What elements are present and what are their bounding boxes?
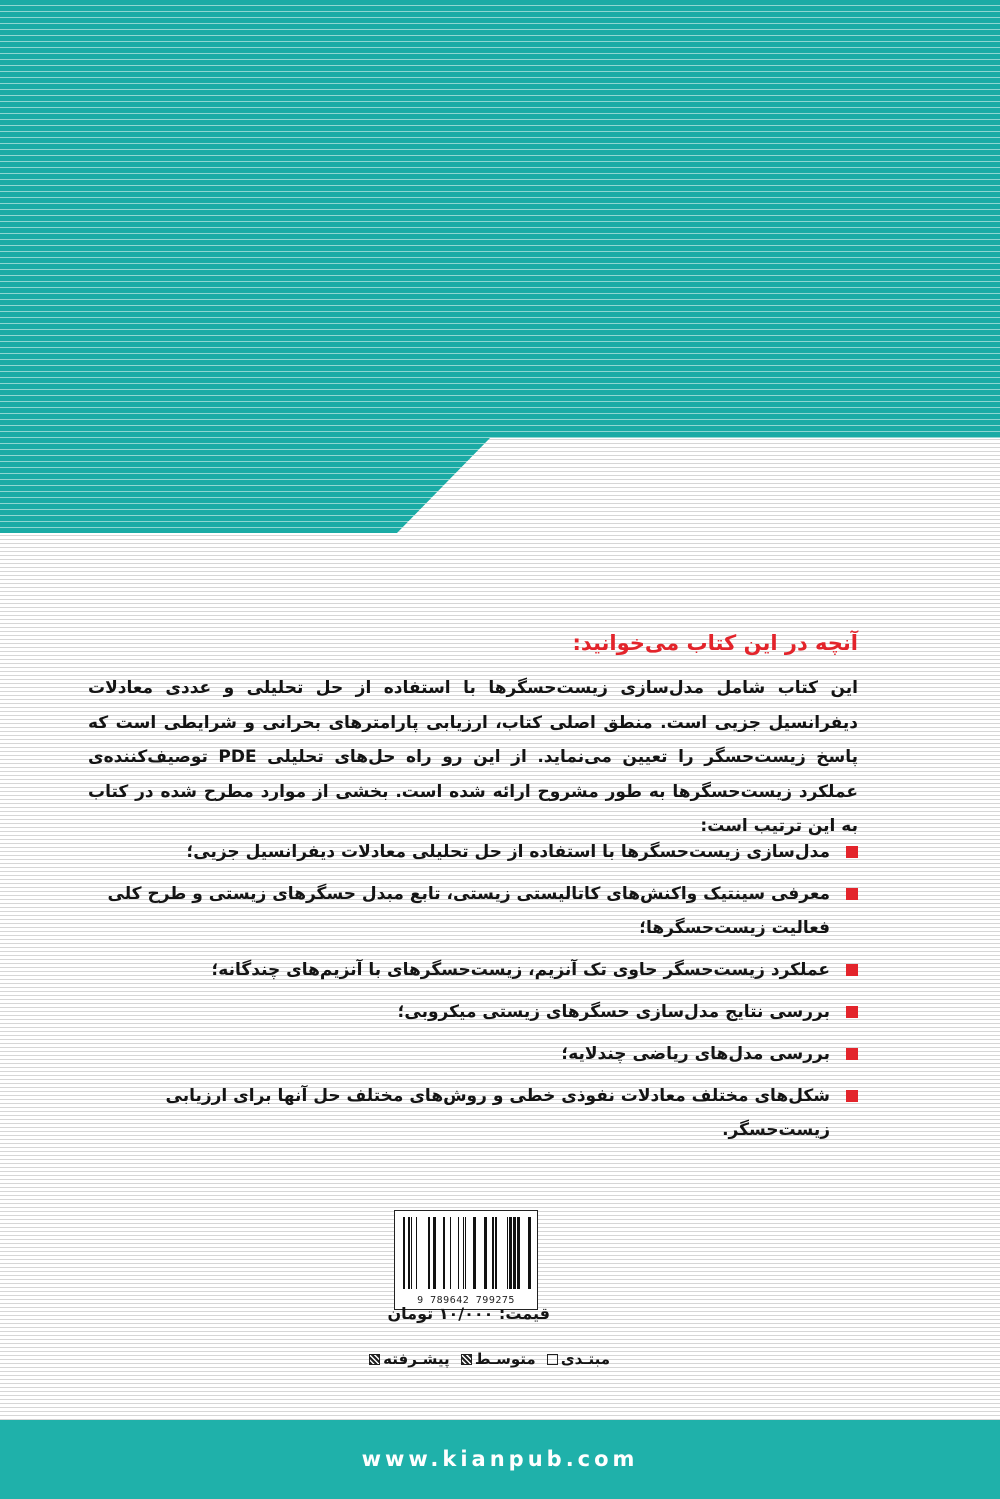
price-label: قیمت: ۱۰/۰۰۰ تومان [387, 1304, 550, 1323]
red-square-bullet-icon [846, 964, 858, 976]
barcode-bar [513, 1217, 516, 1289]
list-item-text: معرفی سینتیک واکنش‌های کاتالیستی زیستی، تابع مبدل حسگرهای زیستی و طرح کلی فعالیت زیست‌حسگرها؛ [107, 884, 830, 938]
list-item-text: مدل‌سازی زیست‌حسگرها با استفاده از حل تحلیلی معادلات دیفرانسیل جزیی؛ [186, 842, 830, 862]
level-advanced [369, 1345, 450, 1373]
list-item [88, 1079, 858, 1147]
topics-list [88, 835, 858, 1155]
level-intermediate [461, 1345, 536, 1373]
isbn-barcode [394, 1210, 538, 1310]
barcode-bar [507, 1217, 508, 1289]
barcode-bar [484, 1217, 487, 1289]
list-item-text: بررسی مدل‌های ریاضی چندلایه؛ [561, 1044, 830, 1064]
barcode-bar [509, 1217, 512, 1289]
barcode-bar [428, 1217, 430, 1289]
list-item [88, 877, 858, 945]
list-item-text: عملکرد زیست‌حسگر حاوی تک آنزیم، زیست‌حسگرهای با آنزیم‌های چندگانه؛ [211, 960, 830, 980]
section-heading: آنچه در این کتاب می‌خوانید: [572, 631, 858, 655]
level-checkbox-icon [547, 1354, 558, 1365]
barcode-bar [458, 1217, 459, 1289]
barcode-bar [403, 1217, 405, 1289]
red-square-bullet-icon [846, 1048, 858, 1060]
list-item [88, 953, 858, 987]
barcode-bar [450, 1217, 451, 1289]
list-item-text: بررسی نتایج مدل‌سازی حسگرهای زیستی میکروبی؛ [397, 1002, 830, 1022]
red-square-bullet-icon [846, 1090, 858, 1102]
level-checkbox-icon [461, 1354, 472, 1365]
barcode-bar [408, 1217, 410, 1289]
level-label: پیشـرفته [383, 1350, 450, 1368]
barcode-bar [495, 1217, 497, 1289]
barcode-bar [465, 1217, 466, 1289]
list-item [88, 995, 858, 1029]
barcode-bar [433, 1217, 436, 1289]
level-checkbox-icon [369, 1354, 380, 1365]
list-item [88, 835, 858, 869]
red-square-bullet-icon [846, 1006, 858, 1018]
isbn-number: 9 789642 799275 [417, 1295, 515, 1306]
barcode-bar [416, 1217, 417, 1289]
level-label: مبتـدی [560, 1350, 610, 1368]
difficulty-levels [320, 1345, 610, 1373]
list-item-text: شکل‌های مختلف معادلات نفوذی خطی و روش‌های مختلف حل آنها برای ارزیابی زیست‌حسگر. [165, 1086, 830, 1140]
red-square-bullet-icon [846, 888, 858, 900]
barcode-bar [443, 1217, 445, 1289]
barcode-bar [492, 1217, 494, 1289]
level-beginner [547, 1345, 610, 1373]
barcode-bar [473, 1217, 476, 1289]
level-label: متوسـط [474, 1350, 536, 1368]
barcode-bar [528, 1217, 531, 1289]
website-url: www.kianpub.com [361, 1447, 639, 1471]
barcode-bar [411, 1217, 412, 1289]
barcode-bar [517, 1217, 520, 1289]
barcode-bar [463, 1217, 464, 1289]
barcode-icon [401, 1217, 531, 1289]
red-square-bullet-icon [846, 846, 858, 858]
list-item [88, 1037, 858, 1071]
intro-paragraph: این کتاب شامل مدل‌سازی زیست‌حسگرها با استفاده از حل تحلیلی و عددی معادلات دیفرانسیل جزیی است. منطق اصلی کتاب، ارزیابی پارامترهای بحرانی و شرایطی است که پاسخ زیست‌حسگر را تعیین می‌نماید. از این رو راه حل‌های تحلیلی PDE توصیف‌کننده‌ی عملکرد زیست‌حسگرها به طور مشروح ارائه شده است. بخشی از موارد مطرح شده در کتاب به این ترتیب است: [88, 678, 859, 836]
